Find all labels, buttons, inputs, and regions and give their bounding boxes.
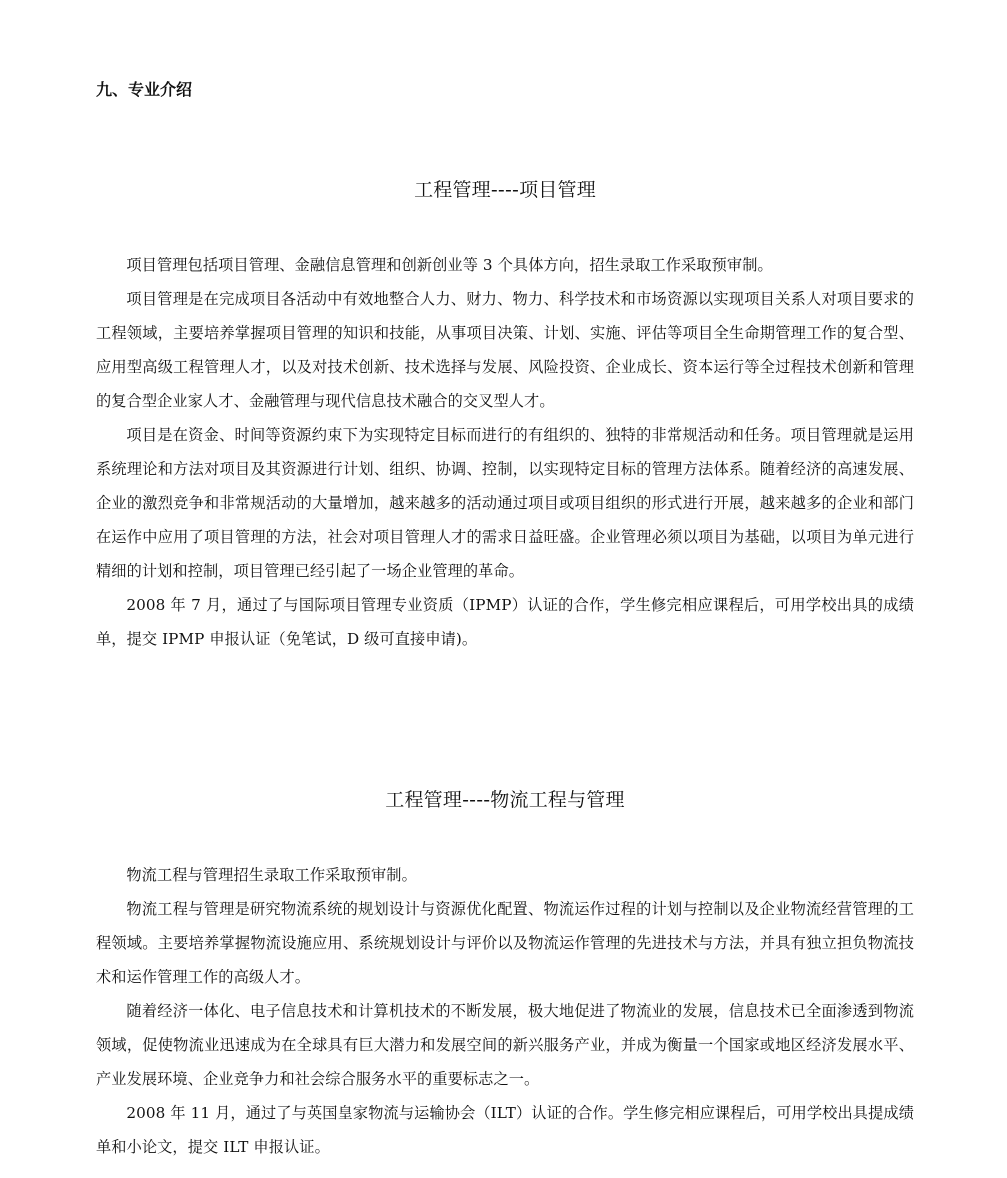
section-project-management	[96, 176, 914, 656]
chapter-heading: 九、专业介绍	[96, 80, 193, 99]
paragraph: 物流工程与管理是研究物流系统的规划设计与资源优化配置、物流运作过程的计划与控制以及企业物流经营管理的工程领域。主要培养掌握物流设施应用、系统规划设计与评价以及物流运作管理的先进技术与方法，并具有独立担负物流技术和运作管理工作的高级人才。	[96, 900, 914, 986]
section-title: 工程管理----项目管理	[414, 179, 596, 201]
paragraph: 随着经济一体化、电子信息技术和计算机技术的不断发展，极大地促进了物流业的发展，信息技术已全面渗透到物流领域，促使物流业迅速成为在全球具有巨大潜力和发展空间的新兴服务产业，并成为衡量一个国家或地区经济发展水平、产业发展环境、企业竞争力和社会综合服务水平的重要标志之一。	[96, 1002, 914, 1088]
paragraph: 2008 年 11 月，通过了与英国皇家物流与运输协会（ILT）认证的合作。学生修完相应课程后，可用学校出具提成绩单和小论文，提交 ILT 申报认证。	[96, 1104, 914, 1156]
section-logistics-engineering	[96, 786, 914, 1164]
section-title: 工程管理----物流工程与管理	[385, 789, 625, 811]
paragraph: 项目是在资金、时间等资源约束下为实现特定目标而进行的有组织的、独特的非常规活动和任务。项目管理就是运用系统理论和方法对项目及其资源进行计划、组织、协调、控制，以实现特定目标的管理方法体系。随着经济的高速发展、企业的激烈竞争和非常规活动的大量增加，越来越多的活动通过项目或项目组织的形式进行开展，越来越多的企业和部门在运作中应用了项目管理的方法，社会对项目管理人才的需求日益旺盛。企业管理必须以项目为基础，以项目为单元进行精细的计划和控制，项目管理已经引起了一场企业管理的革命。	[96, 426, 914, 580]
paragraph: 2008 年 7 月，通过了与国际项目管理专业资质（IPMP）认证的合作，学生修完相应课程后，可用学校出具的成绩单，提交 IPMP 申报认证（免笔试，D 级可直接申请)。	[96, 596, 914, 648]
paragraph: 项目管理是在完成项目各活动中有效地整合人力、财力、物力、科学技术和市场资源以实现项目关系人对项目要求的工程领域，主要培养掌握项目管理的知识和技能，从事项目决策、计划、实施、评估等项目全生命期管理工作的复合型、应用型高级工程管理人才，以及对技术创新、技术选择与发展、风险投资、企业成长、资本运行等全过程技术创新和管理的复合型企业家人才、金融管理与现代信息技术融合的交叉型人才。	[96, 290, 914, 410]
section-body	[96, 248, 914, 656]
section-body	[96, 858, 914, 1164]
paragraph: 物流工程与管理招生录取工作采取预审制。	[126, 866, 417, 884]
paragraph: 项目管理包括项目管理、金融信息管理和创新创业等 3 个具体方向，招生录取工作采取预审制。	[126, 256, 773, 274]
